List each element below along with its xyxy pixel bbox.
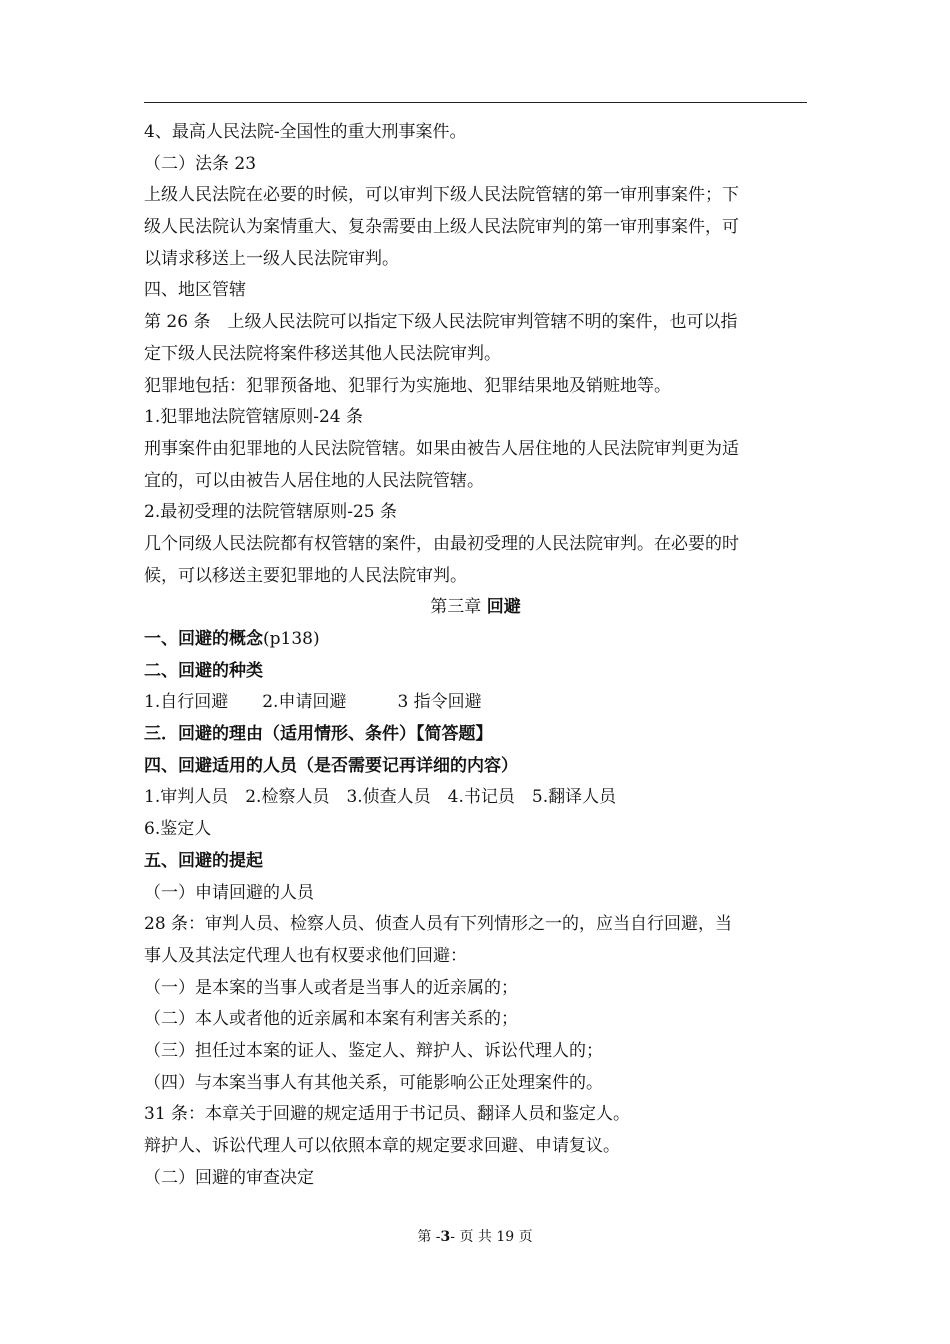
text-line: 几个同级人民法院都有权管辖的案件，由最初受理的人民法院审判。在必要的时 bbox=[144, 533, 739, 554]
section-heading bbox=[144, 624, 807, 656]
chapter-title bbox=[144, 592, 807, 624]
text-line: 31 条：本章关于回避的规定适用于书记员、翻译人员和鉴定人。 bbox=[144, 1104, 631, 1125]
chapter-name: 回避 bbox=[486, 597, 521, 618]
text-line: 上级人民法院在必要的时候，可以审判下级人民法院管辖的第一审刑事案件；下 bbox=[144, 185, 739, 206]
text-line: 1.审判人员 2.检察人员 3.侦查人员 4.书记员 5.翻译人员 bbox=[144, 787, 617, 808]
text-line: （二）法条 23 bbox=[144, 153, 257, 174]
header-rule bbox=[144, 102, 807, 103]
text-line: 6.鉴定人 bbox=[144, 819, 212, 840]
chapter-number: 第三章 bbox=[430, 597, 487, 618]
text-line: （一）是本案的当事人或者是当事人的近亲属的； bbox=[144, 977, 518, 998]
chapter-body bbox=[144, 656, 807, 1195]
footer-suffix: 页 bbox=[514, 1229, 533, 1245]
footer-prefix: 第 - bbox=[417, 1229, 441, 1245]
text-line: （二）回避的审查决定 bbox=[144, 1167, 314, 1188]
text-line: 宜的，可以由被告人居住地的人民法院管辖。 bbox=[144, 470, 484, 491]
section-heading: 四、回避适用的人员（是否需要记再详细的内容） bbox=[144, 755, 518, 776]
text-line: 第 26 条 上级人民法院可以指定下级人民法院审判管辖不明的案件，也可以指 bbox=[144, 312, 738, 333]
section-heading: 三．回避的理由（适用情形、条件）【简答题】 bbox=[144, 724, 493, 745]
text-line: 以请求移送上一级人民法院审判。 bbox=[144, 248, 399, 269]
text-line: 1.自行回避 2.申请回避 3 指令回避 bbox=[144, 692, 482, 713]
text-line: 辩护人、诉讼代理人可以依照本章的规定要求回避、申请复议。 bbox=[144, 1136, 620, 1156]
text-line: （二）本人或者他的近亲属和本案有利害关系的； bbox=[144, 1009, 518, 1030]
text-line: 候，可以移送主要犯罪地的人民法院审判。 bbox=[144, 565, 467, 586]
text-line: （一）申请回避的人员 bbox=[144, 882, 314, 903]
text-line: 犯罪地包括：犯罪预备地、犯罪行为实施地、犯罪结果地及销赃地等。 bbox=[144, 375, 671, 396]
text-line: 2.最初受理的法院管辖原则-25 条 bbox=[144, 502, 397, 523]
text-line: 事人及其法定代理人也有权要求他们回避： bbox=[144, 945, 467, 966]
text-line: 定下级人民法院将案件移送其他人民法院审判。 bbox=[144, 343, 501, 364]
footer-middle: - 页 共 bbox=[450, 1229, 497, 1245]
page-reference: (p138) bbox=[263, 629, 320, 649]
text-line: 刑事案件由犯罪地的人民法院管辖。如果由被告人居住地的人民法院审判更为适 bbox=[144, 438, 739, 459]
text-line: 级人民法院认为案情重大、复杂需要由上级人民法院审判的第一审刑事案件，可 bbox=[144, 217, 739, 238]
text-line: 4、最高人民法院-全国性的重大刑事案件。 bbox=[144, 122, 467, 142]
footer-total-pages: 19 bbox=[496, 1229, 515, 1245]
section-heading: 二、回避的种类 bbox=[144, 660, 263, 681]
section-heading: 四、地区管辖 bbox=[144, 280, 246, 301]
document-body bbox=[144, 117, 807, 1194]
text-line: 1.犯罪地法院管辖原则-24 条 bbox=[144, 407, 363, 428]
text-line: 28 条：审判人员、检察人员、侦查人员有下列情形之一的，应当自行回避，当 bbox=[144, 914, 733, 935]
footer-page-number: 3 bbox=[440, 1229, 451, 1245]
section-heading: 五、回避的提起 bbox=[144, 850, 263, 871]
page-footer bbox=[0, 1226, 950, 1246]
section-heading-text: 一、回避的概念 bbox=[144, 629, 263, 649]
text-line: （四）与本案当事人有其他关系，可能影响公正处理案件的。 bbox=[144, 1072, 603, 1093]
text-line: （三）担任过本案的证人、鉴定人、辩护人、诉讼代理人的； bbox=[144, 1040, 603, 1061]
